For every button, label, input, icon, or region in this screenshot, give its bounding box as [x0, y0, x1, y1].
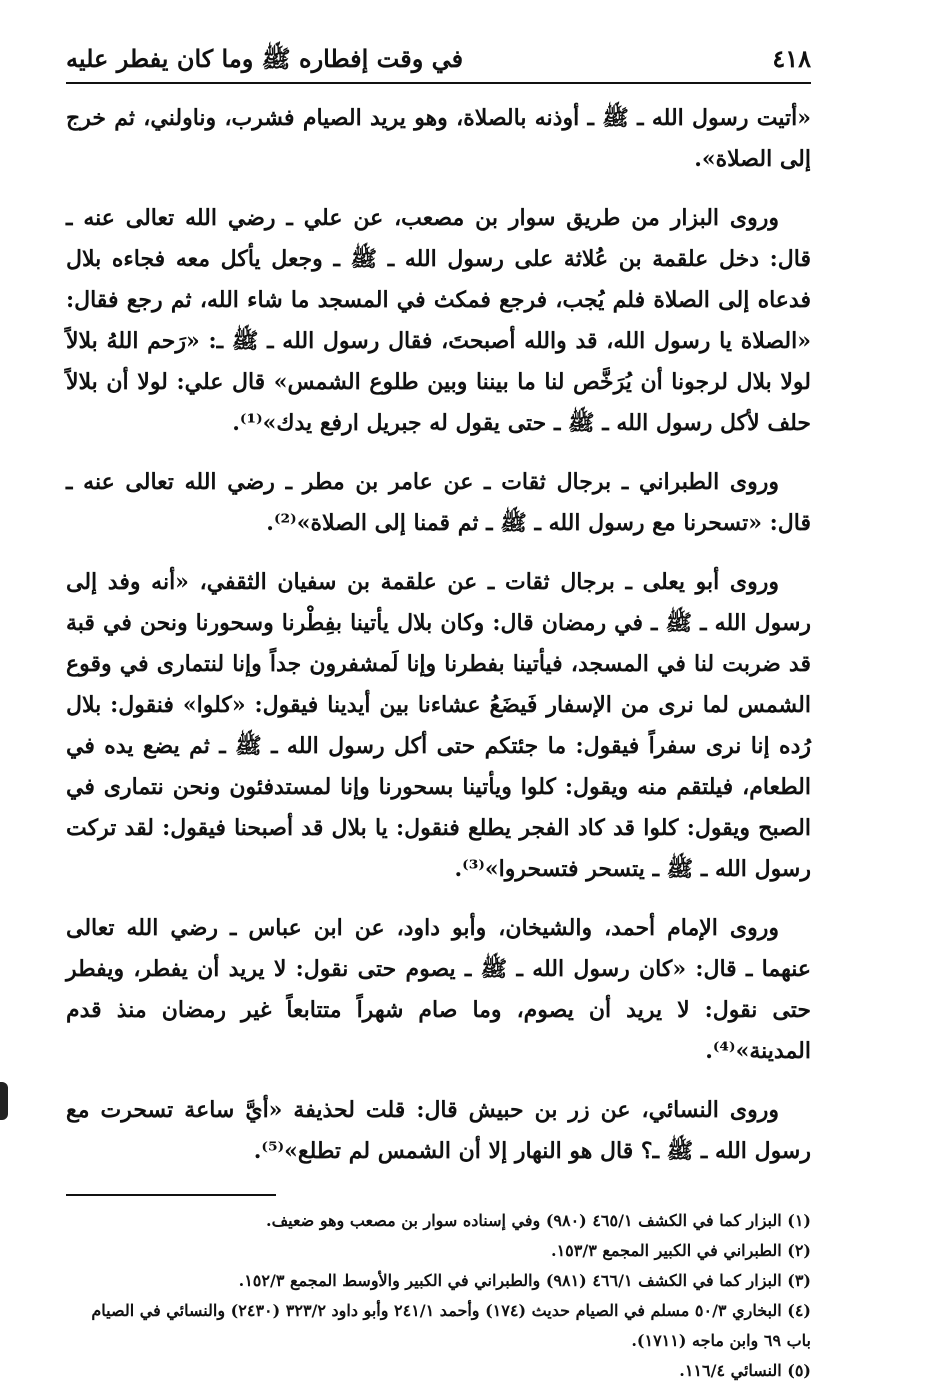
footnote: (٣) البزار كما في الكشف ٤٦٦/١ (٩٨١) والطبراني في الكبير والأوسط المجمع ١٥٢/٣. [238, 1271, 811, 1290]
paragraph: وروى الإمام أحمد، والشيخان، وأبو داود، عن ابن عباس ـ رضي الله تعالى عنهما ـ قال: «كان رسول الله ـ ﷺ ـ يصوم حتى نقول: لا يريد أن يفطر، ويفطر حتى نقول: لا يريد أن يصوم، وما صام شهراً متتابعاً غير رمضان منذ قدم المدينة»⁽⁴⁾. [66, 915, 811, 1064]
footnote: (٥) النسائي ١١٦/٤. [679, 1361, 811, 1380]
running-title: في وقت إفطاره ﷺ وما كان يفطر عليه [66, 44, 464, 73]
page-number: ٤١٨ [772, 44, 811, 73]
paragraph: وروى البزار من طريق سوار بن مصعب، عن علي ـ رضي الله تعالى عنه ـ قال: دخل علقمة بن عُلاثة على رسول الله ـ ﷺ ـ وجعل يأكل معه فجاءه بلال فدعاه إلى الصلاة فلم يُجب، فرجع فمكث في المسجد ما شاء الله، ثم رجع فقال: «الصلاة يا رسول الله، قد والله أصبحتَ، فقال رسول الله ـ ﷺ ـ: «رَحم اللهُ بلالاً لولا بلال لرجونا أن يُرَخَّص لنا ما بيننا وبين طلوع الشمس» قال علي: لولا أن بلالاً حلف لأكل رسول الله ـ ﷺ ـ حتى يقول له جبريل ارفع يدك»⁽¹⁾. [66, 205, 811, 436]
footnote: (١) البزار كما في الكشف ٤٦٥/١ (٩٨٠) وفي إسناده سوار بن مصعب وهو ضعيف. [266, 1211, 811, 1230]
paragraph: وروى الطبراني ـ برجال ثقات ـ عن عامر بن مطر ـ رضي الله تعالى عنه ـ قال: «تسحرنا مع رسول الله ـ ﷺ ـ ثم قمنا إلى الصلاة»⁽²⁾. [66, 469, 811, 536]
footnote: (٢) الطبراني في الكبير المجمع ١٥٣/٣. [550, 1241, 811, 1260]
footnote: (٤) البخاري ٥٠/٣ مسلم في الصيام حديث (١٧٤) وأحمد ٢٤١/١ وأبو داود ٣٢٣/٢ (٢٤٣٠) والنسائي في الصيام باب ٦٩ وابن ماجه (١٧١١). [91, 1301, 811, 1350]
footnote-separator [66, 1194, 276, 1196]
book-page [66, 38, 811, 1380]
paragraph: وروى أبو يعلى ـ برجال ثقات ـ عن علقمة بن سفيان الثقفي، «أنه وفد إلى رسول الله ـ ﷺ ـ في رمضان قال: وكان بلال يأتينا بفِطْرنا وسحورنا ونحن في قبة قد ضربت لنا في المسجد، فيأتينا بفطرنا وإنا لَمشفرون جداً وإنا لنتمارى في وقوع الشمس لما نرى من الإسفار فَيضَعُ عشاءنا بين أيدينا فيقول: «كلوا» فنقول: بلال رُده إنا نرى سفراً فيقول: ما جئتكم حتى أكل رسول الله ـ ﷺ ـ ثم يضع يده في الطعام، فيلتقم منه ويقول: كلوا ويأتينا بسحورنا وإنا لمستدفئون ونحن نتمارى في الصبح ويقول: كلوا قد كاد الفجر يطلع فنقول: يا بلال قد أصبحنا فيقول: لقد تركت رسول الله ـ ﷺ ـ يتسحر فتسحروا»⁽³⁾. [66, 569, 811, 882]
main-text [66, 98, 811, 1172]
paragraph: «أتيت رسول الله ـ ﷺ ـ أوذنه بالصلاة، وهو يريد الصيام فشرب، وناولني، ثم خرج إلى الصلاة». [66, 105, 811, 172]
footnotes [66, 1206, 811, 1386]
page-header [66, 38, 811, 84]
paragraph: وروى النسائي، عن زر بن حبيش قال: قلت لحذيفة «أيَّ ساعة تسحرت مع رسول الله ـ ﷺ ـ؟ قال هو النهار إلا أن الشمس لم تطلع»⁽⁵⁾. [66, 1097, 811, 1164]
scan-edge-mark [0, 1082, 8, 1120]
